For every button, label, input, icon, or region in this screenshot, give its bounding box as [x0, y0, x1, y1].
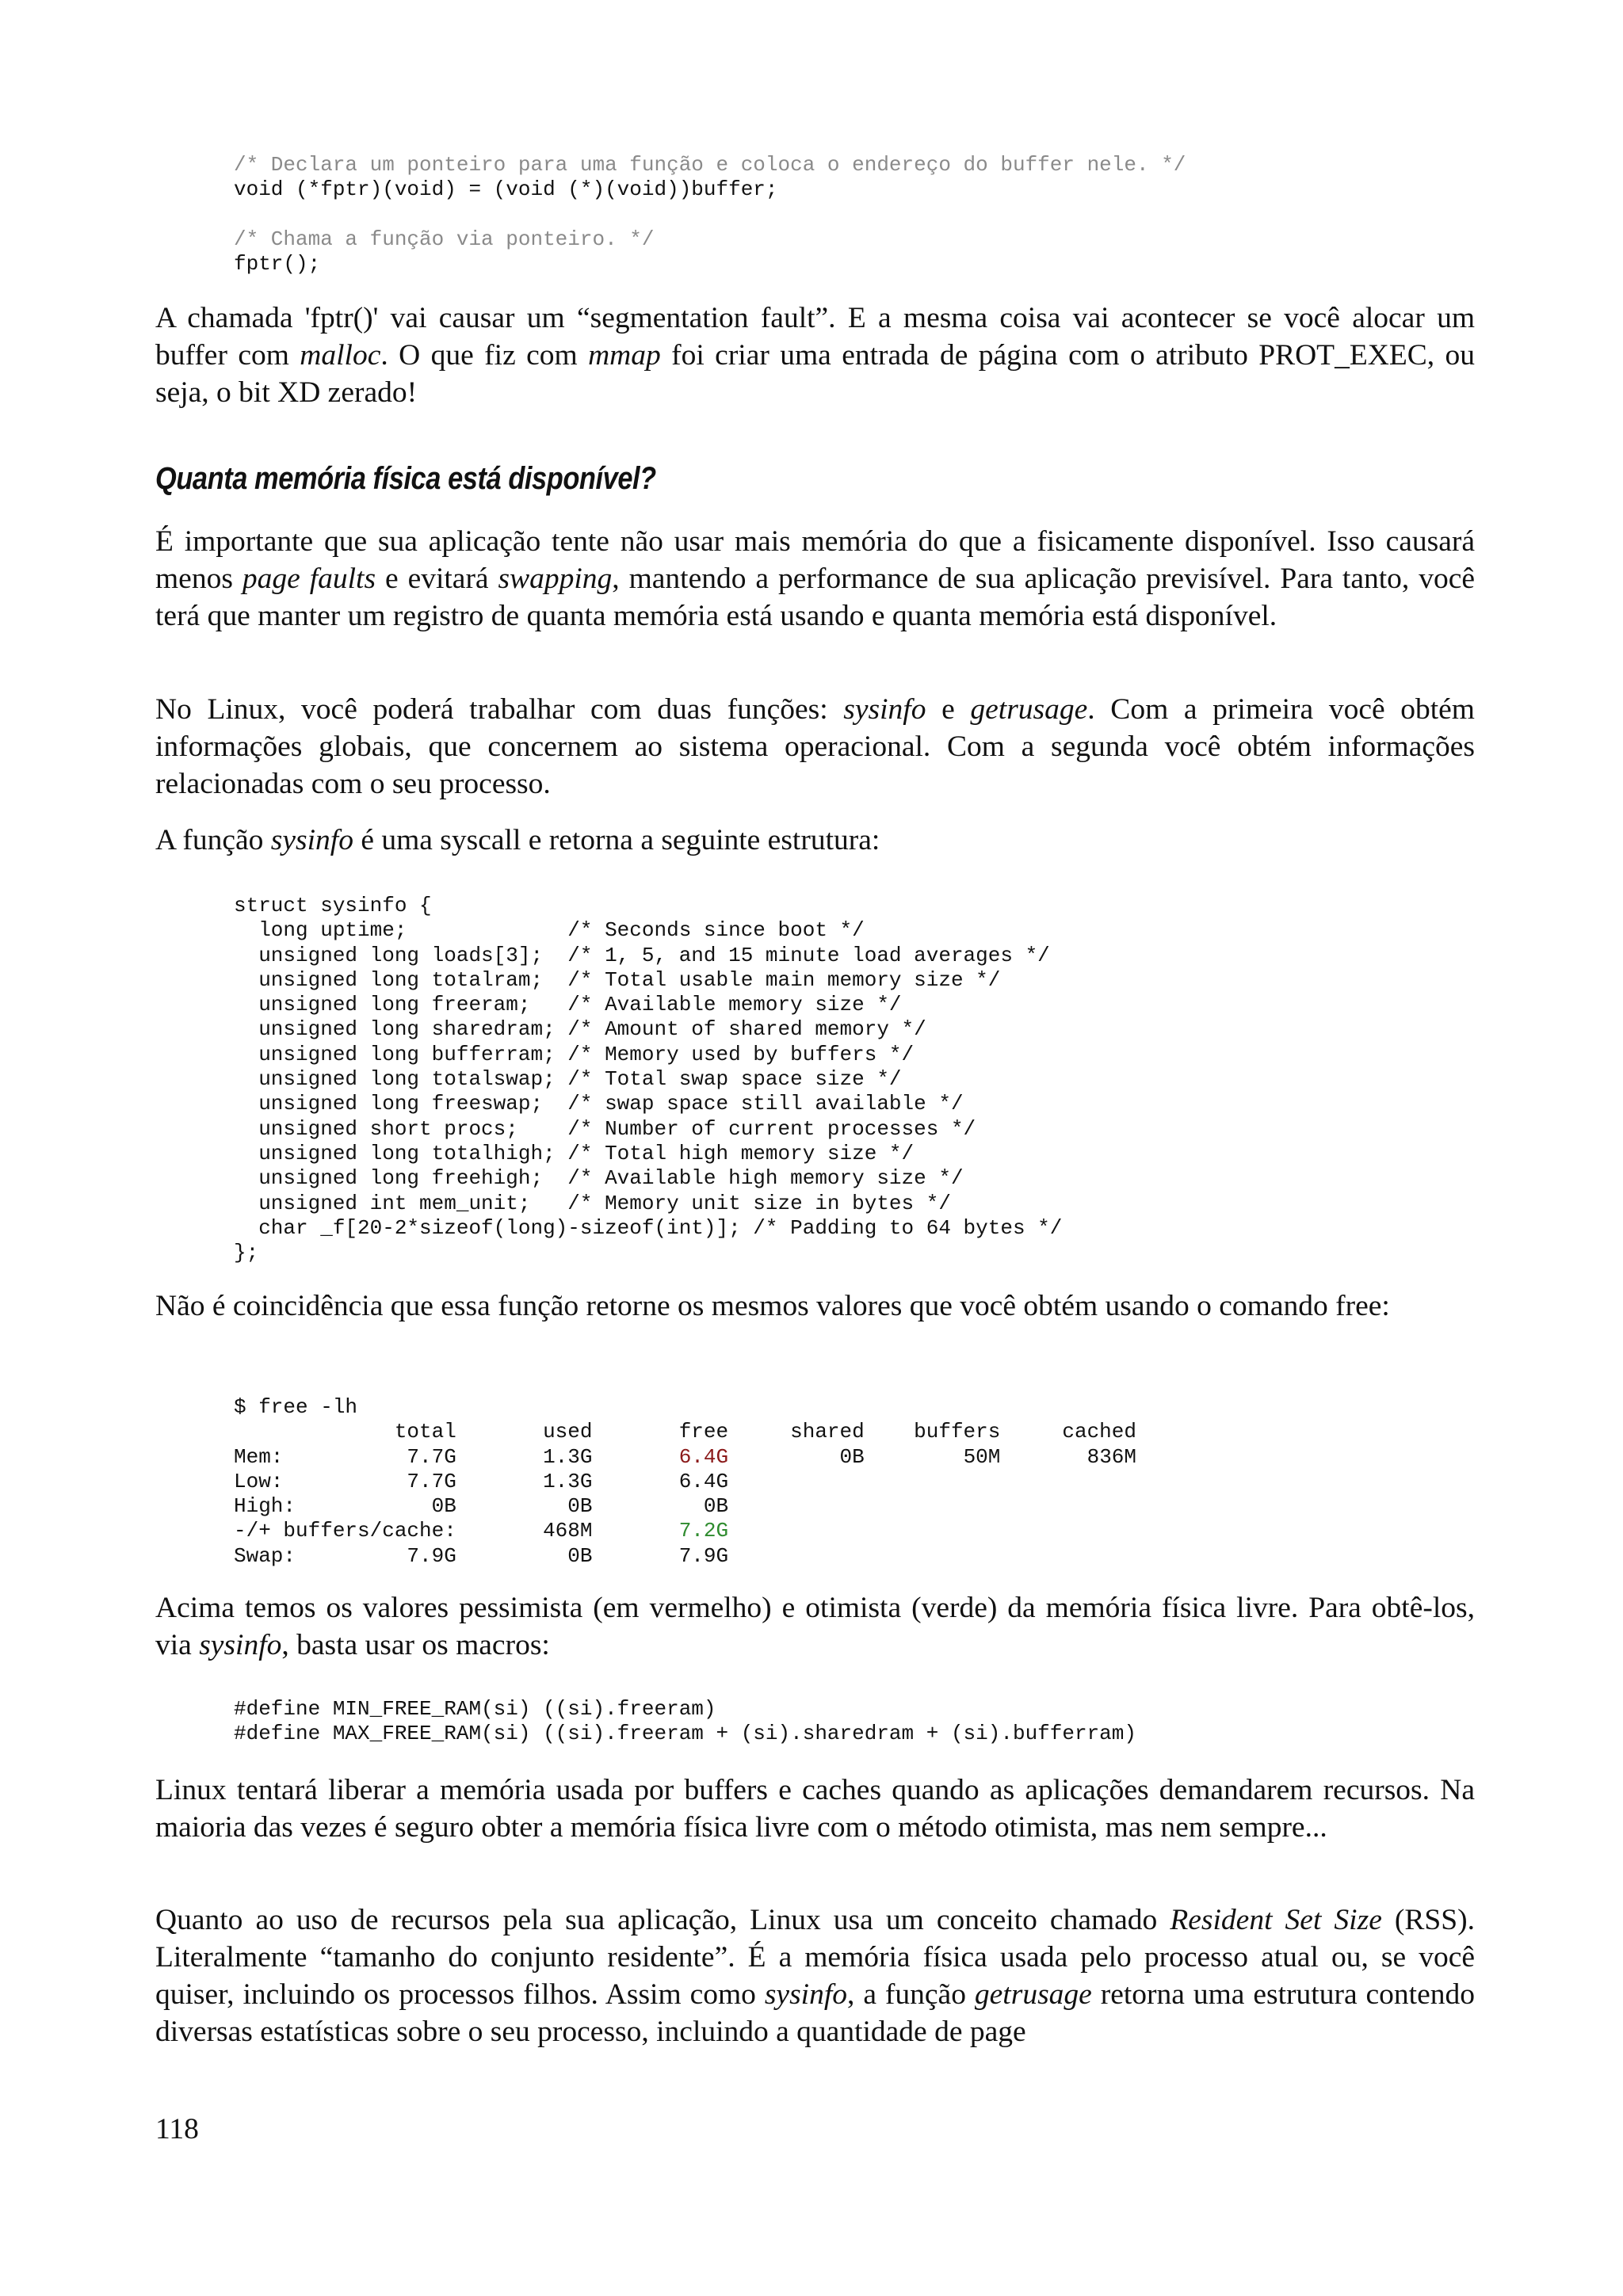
paragraph-functions	[155, 691, 1475, 803]
emphasis: malloc	[300, 339, 381, 372]
page-number: 118	[155, 2113, 199, 2145]
code-block-free-output	[234, 1395, 1136, 1569]
optimistic-value: 7.2G	[678, 1519, 729, 1543]
code-line: 0B 50M 836M	[728, 1444, 1137, 1469]
code-block-macros	[234, 1697, 1136, 1747]
code-line: Swap: 7.9G 0B 7.9G	[234, 1543, 729, 1568]
text: É importante que sua aplicação tente não usar mais memória do que a fisicamente disponível. Isso causará menos	[155, 525, 1475, 595]
emphasis: sysinfo	[270, 824, 353, 856]
text: e	[926, 693, 971, 726]
text: e evitará	[376, 563, 498, 595]
emphasis: getrusage	[970, 693, 1088, 726]
code-line: total used free shared buffers cached	[234, 1420, 1136, 1444]
code-comment: /* Chama a função via ponteiro. */	[234, 227, 655, 251]
section-heading: Quanta memória física está disponível?	[155, 461, 656, 496]
code-line: #define MAX_FREE_RAM(si) ((si).freeram + (si).sharedram + (si).bufferram)	[234, 1722, 1136, 1746]
paragraph-sysinfo	[155, 822, 1475, 859]
code-line: Low: 7.7G 1.3G 6.4G	[234, 1469, 729, 1493]
text: foi criar uma entrada de página com o atributo PROT_EXEC, ou seja, o bit XD zerado!	[155, 339, 1476, 409]
text: (RSS). Literalmente “tamanho do conjunto residente”. É a memória física usada pelo processo atual ou, se você quiser, incluindo os processos filhos. Assim como	[155, 1904, 1475, 2011]
emphasis: sysinfo	[764, 1978, 848, 2011]
text: . O que fiz com	[380, 339, 589, 372]
text: Quanto ao uso de recursos pela sua aplicação, Linux usa um conceito chamado	[155, 1904, 1170, 1936]
text: , mantendo a performance de sua aplicação previsível. Para tanto, você terá que manter um registro de quanta memória está usando e quanta memória está disponível.	[155, 563, 1475, 632]
emphasis: getrusage	[974, 1978, 1092, 2011]
emphasis: Resident Set Size	[1170, 1904, 1382, 1936]
text: , basta usar os macros:	[281, 1629, 550, 1661]
paragraph-linux-buffers: Linux tentará liberar a memória usada por buffers e caches quando as aplicações demandarem recursos. Na maioria das vezes é seguro obter a memória física livre com o método otimista, mas nem sempre...	[155, 1774, 1475, 1844]
text: , a função	[847, 1978, 975, 2011]
code-line: void (*fptr)(void) = (void (*)(void))buffer;	[234, 177, 778, 202]
emphasis: page faults	[242, 563, 376, 595]
code-line: #define MIN_FREE_RAM(si) ((si).freeram)	[234, 1697, 716, 1721]
text: . Com a primeira você obtém informações globais, que concernem ao sistema operacional. Com a segunda você obtém informações relacionadas com o seu processo.	[155, 693, 1475, 800]
emphasis: sysinfo	[199, 1629, 282, 1661]
text: A chamada 'fptr()' vai causar um “segmentation fault”. E a mesma coisa vai acontecer se você alocar um buffer com	[155, 302, 1475, 372]
code-block-struct: struct sysinfo { long uptime; /* Seconds since boot */ unsigned long loads[3]; /* 1, 5, and 15 minute load averages */ unsigned long totalram; /* Total usable main memory size */ unsigned long freeram; /* Available memory size */ unsigned long sharedram; /* Amount of shared memory */ unsigned long bufferram; /* Memory used by buffers */ unsigned long totalswap; /* Total swap space size */ unsigned long freeswap; /* swap space still available */ unsigned short procs; /* Number of current processes */ unsigned long totalhigh; /* Total high memory size */ unsigned long freehigh; /* Available high memory size */ unsigned int mem_unit; /* Memory unit size in bytes */ char _f[20-2*sizeof(long)-sizeof(int)]; /* Padding to 64 bytes */ };	[234, 894, 1063, 1265]
code-line: fptr();	[234, 252, 321, 277]
code-line: $ free -lh	[234, 1395, 358, 1419]
paragraph-free: Não é coincidência que essa função retorne os mesmos valores que você obtém usando o comando free:	[155, 1290, 1390, 1322]
emphasis: mmap	[588, 339, 661, 372]
text: é uma syscall e retorna a seguinte estrutura:	[353, 824, 880, 856]
emphasis: swapping	[498, 563, 613, 595]
code-line: -/+ buffers/cache: 468M	[234, 1519, 679, 1543]
emphasis: sysinfo	[843, 693, 926, 726]
code-comment: /* Declara um ponteiro para uma função e coloca o endereço do buffer nele. */	[234, 153, 1186, 177]
text: A função	[155, 824, 271, 856]
text: retorna uma estrutura contendo diversas estatísticas sobre o seu processo, incluindo a quantidade de page	[155, 1978, 1475, 2048]
code-block-fptr	[234, 153, 1186, 277]
paragraph-fptr	[155, 299, 1475, 411]
paragraph-rss	[155, 1901, 1475, 2050]
paragraph-intro	[155, 523, 1475, 635]
text: No Linux, você poderá trabalhar com duas funções:	[155, 693, 844, 726]
code-line: Mem: 7.7G 1.3G	[234, 1444, 679, 1469]
pessimistic-value: 6.4G	[678, 1444, 729, 1469]
code-line: High: 0B 0B 0B	[234, 1494, 729, 1519]
paragraph-macros-intro	[155, 1589, 1475, 1664]
text: Acima temos os valores pessimista (em vermelho) e otimista (verde) da memória física livre. Para obtê-los, via	[155, 1592, 1475, 1661]
